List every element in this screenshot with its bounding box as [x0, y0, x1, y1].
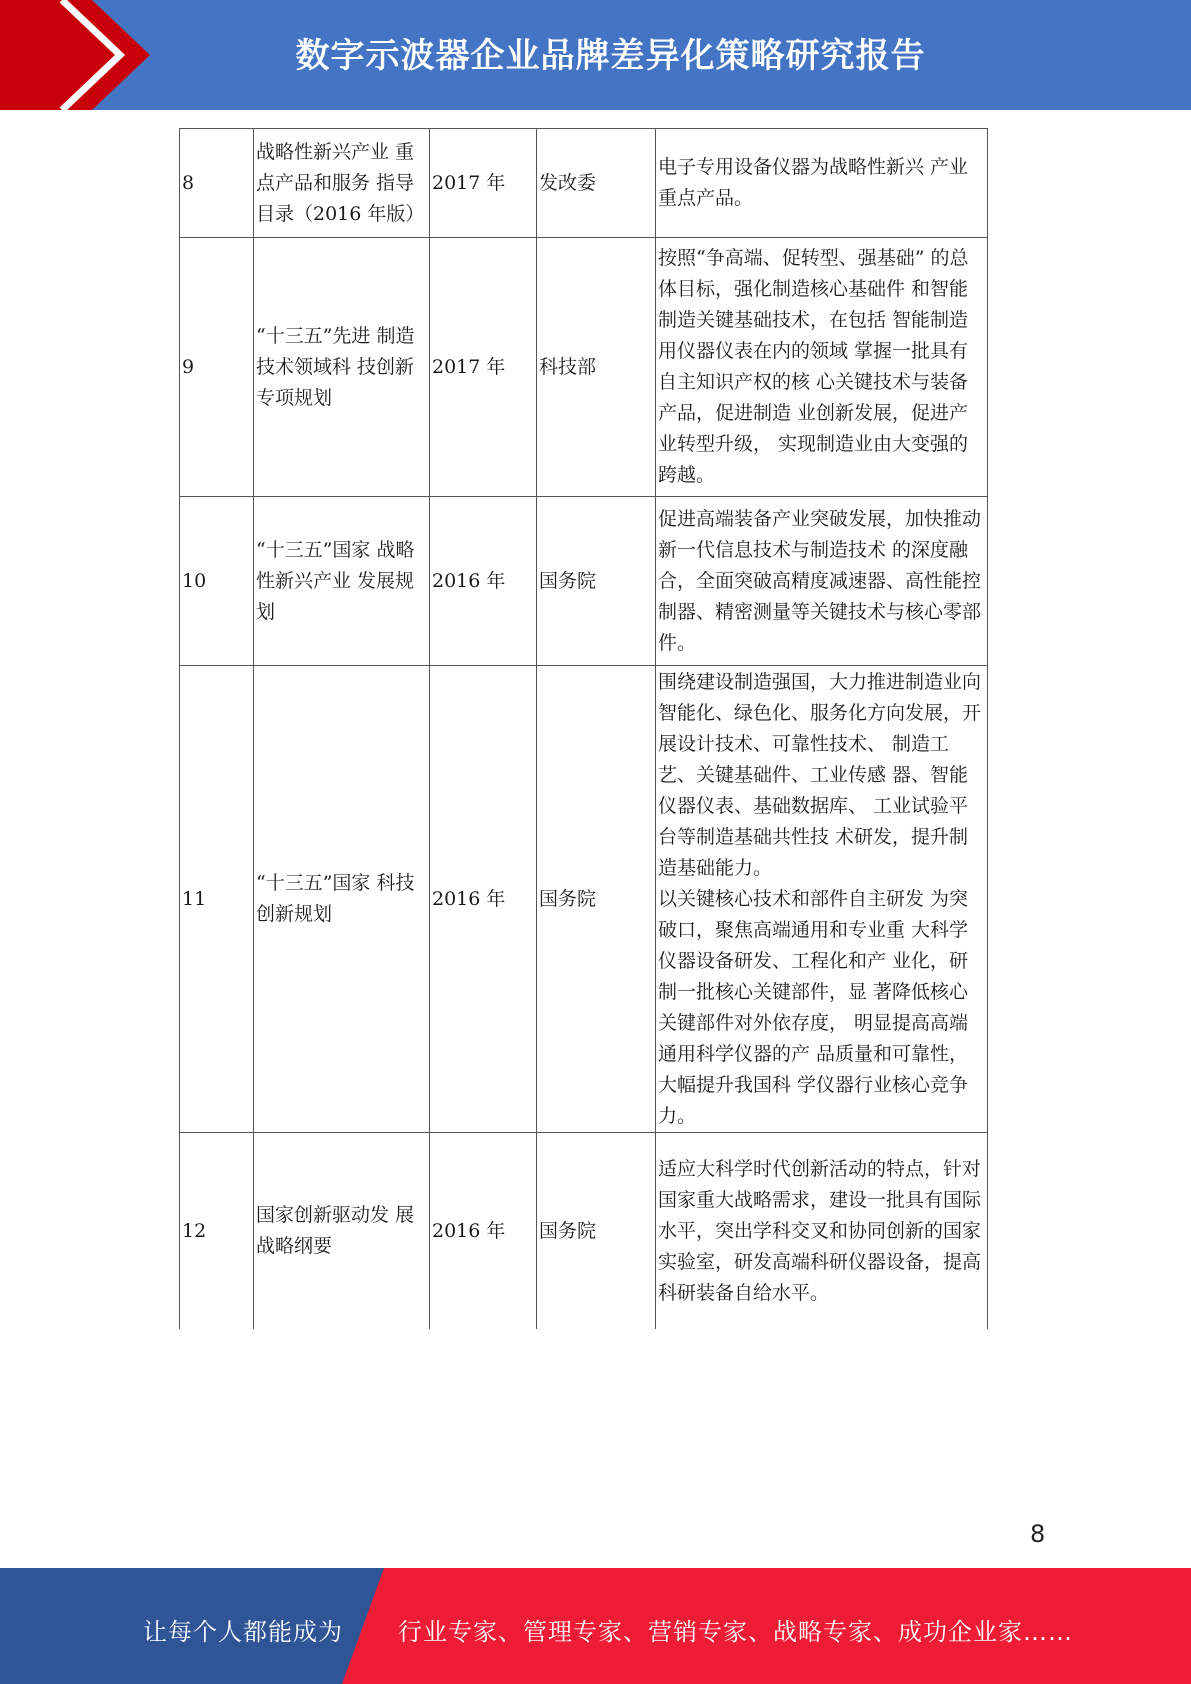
policy-department: 发改委 [537, 129, 656, 238]
policy-name: “十三五”国家 战略性新兴产业 发展规划 [254, 497, 430, 666]
policy-content-paragraph: 围绕建设制造强国，大力推进制造业向智能化、绿色化、服务化方向发展，开展设计技术、可靠性技术、 制造工艺、关键基础件、工业传感 器、智能仪器仪表、基础数据库、 工业试验平台等制造基础共性技 术研发，提升制造基础能力。 [658, 670, 982, 879]
policy-content: 电子专用设备仪器为战略性新兴 产业重点产品。 [656, 129, 988, 238]
policy-content: 适应大科学时代创新活动的特点，针对国家重大战略需求，建设一批具有国际水平，突出学科交叉和协同创新的国家实验室，研发高端科研仪器设备，提高科研装备自给水平。 [656, 1133, 988, 1330]
table-row [180, 238, 988, 497]
row-number: 9 [180, 238, 254, 497]
row-number: 12 [180, 1133, 254, 1330]
row-number: 11 [180, 666, 254, 1133]
policy-content: 按照“争高端、促转型、强基础” 的总体目标，强化制造核心基础件 和智能制造关键基础技术，在包括 智能制造用仪器仪表在内的领域 掌握一批具有自主知识产权的核 心关键技术与装备产品，促进制造 业创新发展，促进产业转型升级， 实现制造业由大变强的跨越。 [656, 238, 988, 497]
policy-content: 促进高端装备产业突破发展，加快推动新一代信息技术与制造技术 的深度融合，全面突破高精度减速器、高性能控制器、精密测量等关键技术与核心零部件。 [656, 497, 988, 666]
footer-banner [0, 1568, 1191, 1684]
footer-slogan-left: 让每个人都能成为 [143, 1618, 343, 1646]
policy-year: 2016 年 [430, 666, 537, 1133]
policy-table [179, 128, 988, 1329]
policy-name: 战略性新兴产业 重点产品和服务 指导目录（2016 年版） [254, 129, 430, 238]
table-row [180, 497, 988, 666]
row-number: 8 [180, 129, 254, 238]
header-red-chevron [0, 0, 150, 110]
policy-name: “十三五”先进 制造技术领域科 技创新专项规划 [254, 238, 430, 497]
page-title: 数字示波器企业品牌差异化策略研究报告 [295, 36, 926, 76]
table-row [180, 1133, 988, 1330]
policy-department: 科技部 [537, 238, 656, 497]
policy-content-paragraph: 以关键核心技术和部件自主研发 为突破口，聚焦高端通用和专业重 大科学仪器设备研发、工程化和产 业化，研制一批核心关键部件，显 著降低核心关键部件对外依存度， 明显提高高端通用科学仪器的产 品质量和可靠性，大幅提升我国科 学仪器行业核心竞争力。 [658, 887, 969, 1127]
policy-department: 国务院 [537, 497, 656, 666]
policy-year: 2016 年 [430, 1133, 537, 1330]
row-number: 10 [180, 497, 254, 666]
footer-slogan-right: 行业专家、管理专家、营销专家、战略专家、成功企业家…… [398, 1618, 1073, 1646]
policy-year: 2016 年 [430, 497, 537, 666]
policy-name: “十三五”国家 科技创新规划 [254, 666, 430, 1133]
policy-name: 国家创新驱动发 展战略纲要 [254, 1133, 430, 1330]
page-number: 8 [1030, 1520, 1046, 1548]
table-row [180, 129, 988, 238]
policy-department: 国务院 [537, 1133, 656, 1330]
header-banner [0, 0, 1191, 110]
policy-year: 2017 年 [430, 238, 537, 497]
policy-department: 国务院 [537, 666, 656, 1133]
policy-year: 2017 年 [430, 129, 537, 238]
table-row [180, 666, 988, 1133]
policy-content [656, 666, 988, 1133]
